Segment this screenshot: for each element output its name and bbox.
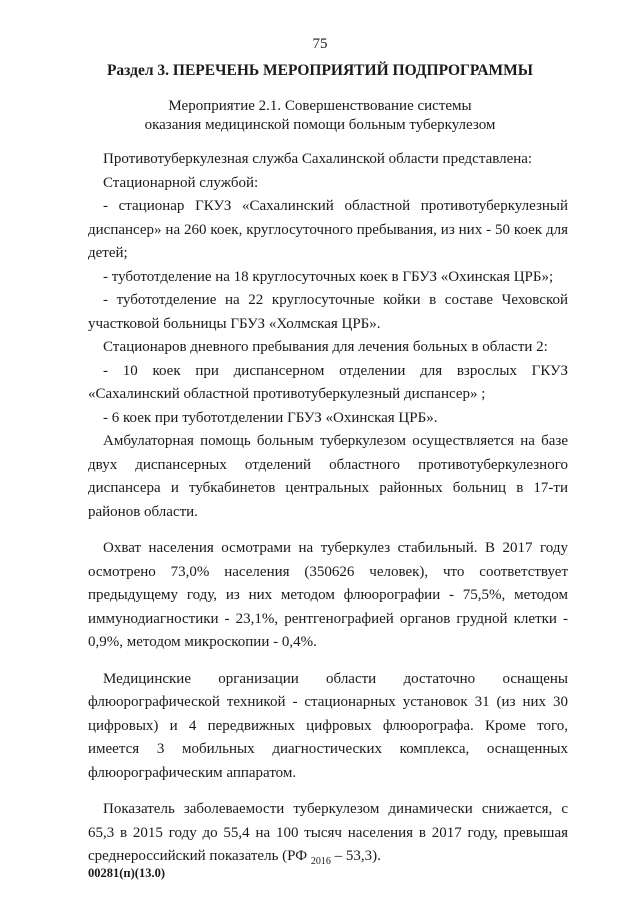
- subtitle: [60, 97, 580, 135]
- incidence-text: Показатель заболеваемости туберкулезом динамически снижается, с 65,3 в 2015 году до 55,4 на 100 тысяч населения в 2017 году, превышая среднероссийский показатель (РФ: [88, 801, 568, 864]
- paragraph-service-intro: Противотуберкулезная служба Сахалинской области представлена:: [103, 151, 533, 167]
- paragraph-day-hospitals-heading: Стационаров дневного пребывания для лечения больных в области 2:: [103, 339, 548, 355]
- footer-code: 00281(п)(13.0): [88, 866, 165, 880]
- paragraph-chekhov-department: - тубототделение на 22 круглосуточные койки в составе Чеховской участковой больницы ГБУЗ «Холмская ЦРБ».: [88, 292, 568, 332]
- paragraph-day-hospital-adults: - 10 коек при диспансерном отделении для взрослых ГКУЗ «Сахалинский областной противотуберкулезный диспансер» ;: [88, 362, 568, 402]
- document-body: [88, 148, 568, 869]
- paragraph-outpatient-care: Амбулаторная помощь больным туберкулезом осуществляется на базе двух диспансерных отделений областного противотуберкулезного диспансера и тубкабинетов центральных районных больниц в 17-ти районов области.: [88, 433, 568, 520]
- incidence-value: – 53,3).: [334, 848, 381, 864]
- page-number: 75: [312, 36, 328, 52]
- paragraph-screening-coverage: Охват населения осмотрами на туберкулез стабильный. В 2017 году осмотрено 73,0% населения (350626 человек), что соответствует предыдущему году, из них методом флюорографии - 75,5%, методом иммунодиагностики - 23,1%, рентгенографией органов грудной клетки - 0,9%, методом микроскопии - 0,4%.: [88, 540, 568, 650]
- paragraph-okha-department: - тубототделение на 18 круглосуточных коек в ГБУЗ «Охинская ЦРБ»;: [103, 268, 554, 285]
- paragraph-equipment: Медицинские организации области достаточно оснащены флюорографической техникой - стационарных установок 31 (из них 30 цифровых) и 4 передвижных цифровых флюорографа. Кроме того, имеется 3 мобильных диагностических комплекса, оснащенных флюорографическим аппаратом.: [88, 670, 568, 781]
- paragraph-incidence: [88, 798, 568, 869]
- section-title: Раздел 3. ПЕРЕЧЕНЬ МЕРОПРИЯТИЙ ПОДПРОГРАММЫ: [106, 62, 534, 79]
- subtitle-line-2: оказания медицинской помощи больным туберкулезом: [144, 117, 496, 133]
- paragraph-day-hospital-okha: - 6 коек при тубототделении ГБУЗ «Охинская ЦРБ».: [103, 409, 438, 426]
- paragraph-inpatient-heading: Стационарной службой:: [103, 174, 259, 191]
- incidence-subscript-year: 2016: [310, 856, 331, 867]
- paragraph-dispensary-hospital: - стационар ГКУЗ «Сахалинский областной противотуберкулезный диспансер» на 260 коек, круглосуточного пребывания, из них - 50 коек для детей;: [88, 198, 568, 261]
- subtitle-line-1: Мероприятие 2.1. Совершенствование системы: [168, 98, 472, 114]
